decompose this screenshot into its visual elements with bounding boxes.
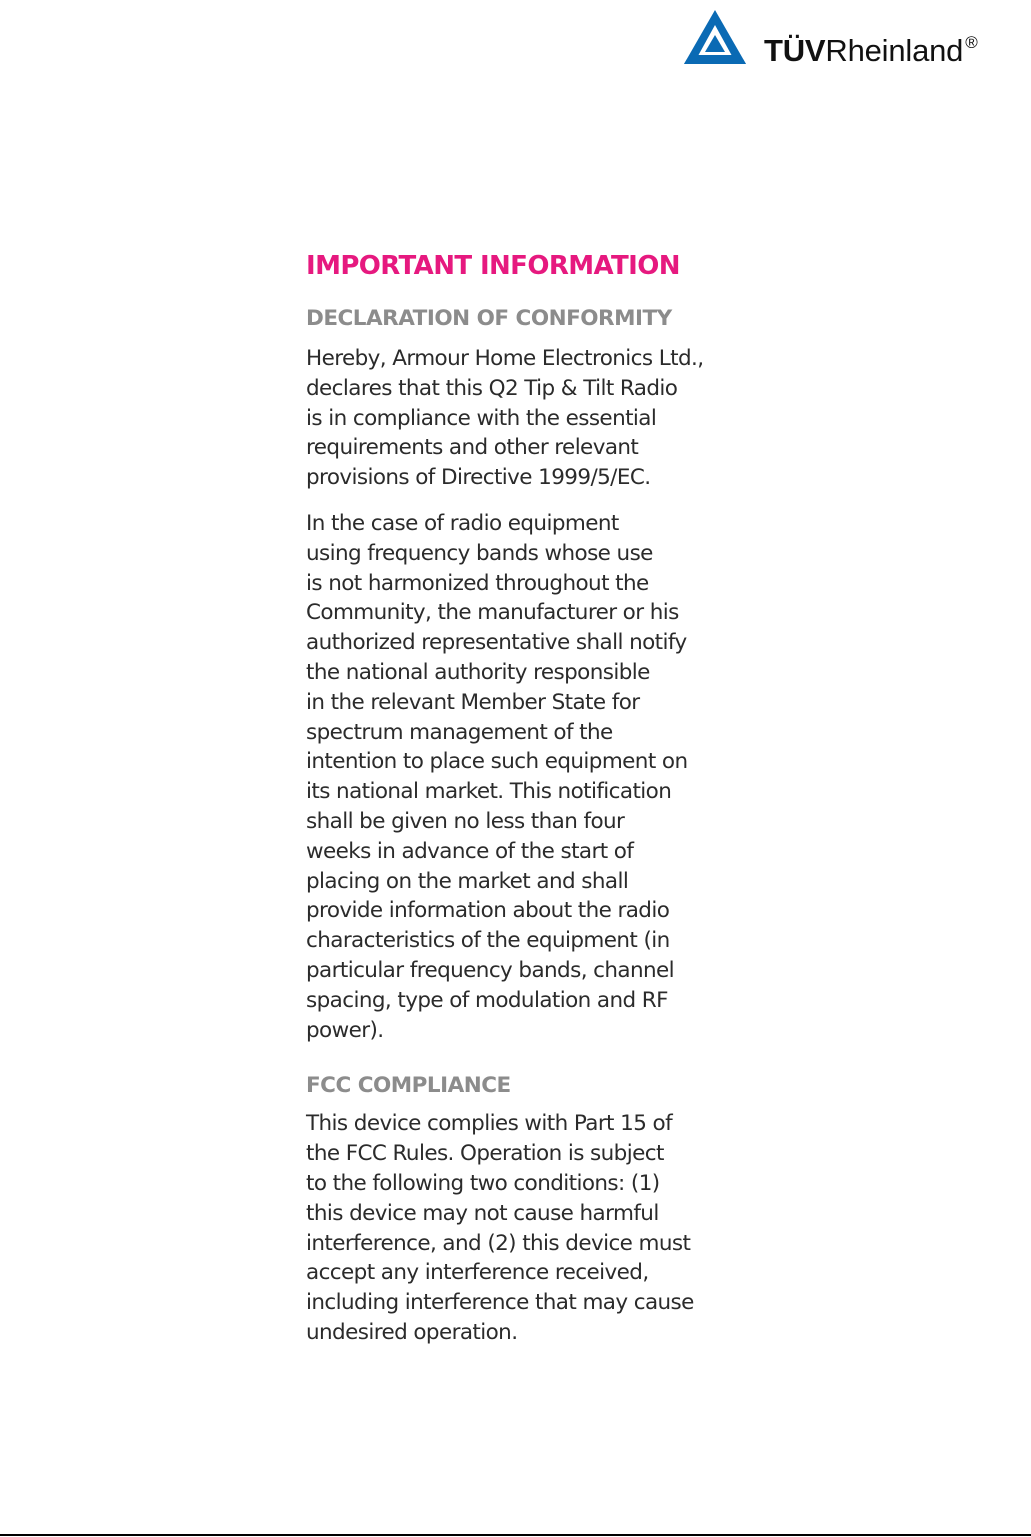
text-line: to the following two conditions: (1) bbox=[306, 1170, 660, 1196]
tuv-triangle-icon bbox=[682, 8, 748, 66]
text-line: weeks in advance of the start of bbox=[306, 838, 634, 864]
radio-equipment-paragraph bbox=[306, 509, 746, 1045]
text-line: is in compliance with the essential bbox=[306, 405, 657, 431]
text-line: declares that this Q2 Tip & Tilt Radio bbox=[306, 375, 678, 401]
logo-wordmark bbox=[764, 26, 978, 68]
logo-registered-mark: ® bbox=[965, 33, 978, 52]
text-line: intention to place such equipment on bbox=[306, 749, 688, 775]
text-line: the national authority responsible bbox=[306, 659, 650, 685]
bottom-divider bbox=[0, 1534, 1031, 1536]
text-line: provide information about the radio bbox=[306, 898, 670, 924]
fcc-heading: FCC COMPLIANCE bbox=[306, 1073, 511, 1099]
text-line: undesired operation. bbox=[306, 1319, 518, 1345]
text-line: requirements and other relevant bbox=[306, 435, 639, 461]
text-line: interference, and (2) this device must bbox=[306, 1230, 691, 1256]
document-content bbox=[306, 250, 746, 1348]
text-line: This device complies with Part 15 of bbox=[306, 1111, 673, 1137]
text-line: spacing, type of modulation and RF bbox=[306, 987, 668, 1013]
logo-brand-bold: TÜV bbox=[764, 33, 826, 68]
text-line: in the relevant Member State for bbox=[306, 689, 640, 715]
text-line: the FCC Rules. Operation is subject bbox=[306, 1141, 664, 1167]
text-line: using frequency bands whose use bbox=[306, 540, 653, 566]
text-line: Hereby, Armour Home Electronics Ltd., bbox=[306, 346, 704, 371]
text-line: including interference that may cause bbox=[306, 1290, 694, 1316]
page-title: IMPORTANT INFORMATION bbox=[306, 251, 680, 281]
text-line: authorized representative shall notify bbox=[306, 630, 687, 656]
text-line: is not harmonized throughout the bbox=[306, 570, 649, 596]
text-line: provisions of Directive 1999/5/EC. bbox=[306, 465, 651, 491]
tuv-rheinland-logo bbox=[682, 8, 1012, 68]
text-line: its national market. This notification bbox=[306, 779, 672, 805]
text-line: particular frequency bands, channel bbox=[306, 957, 675, 983]
declaration-heading: DECLARATION OF CONFORMITY bbox=[306, 306, 672, 331]
text-line: power). bbox=[306, 1017, 384, 1043]
text-line: accept any interference received, bbox=[306, 1260, 649, 1286]
text-line: this device may not cause harmful bbox=[306, 1200, 659, 1226]
text-line: In the case of radio equipment bbox=[306, 510, 619, 536]
declaration-paragraph bbox=[306, 344, 746, 493]
text-line: placing on the market and shall bbox=[306, 868, 629, 894]
text-line: characteristics of the equipment (in bbox=[306, 928, 670, 954]
fcc-paragraph bbox=[306, 1109, 746, 1347]
logo-brand-regular: Rheinland bbox=[825, 33, 964, 68]
text-line: shall be given no less than four bbox=[306, 808, 625, 834]
text-line: spectrum management of the bbox=[306, 719, 613, 745]
text-line: Community, the manufacturer or his bbox=[306, 600, 679, 626]
